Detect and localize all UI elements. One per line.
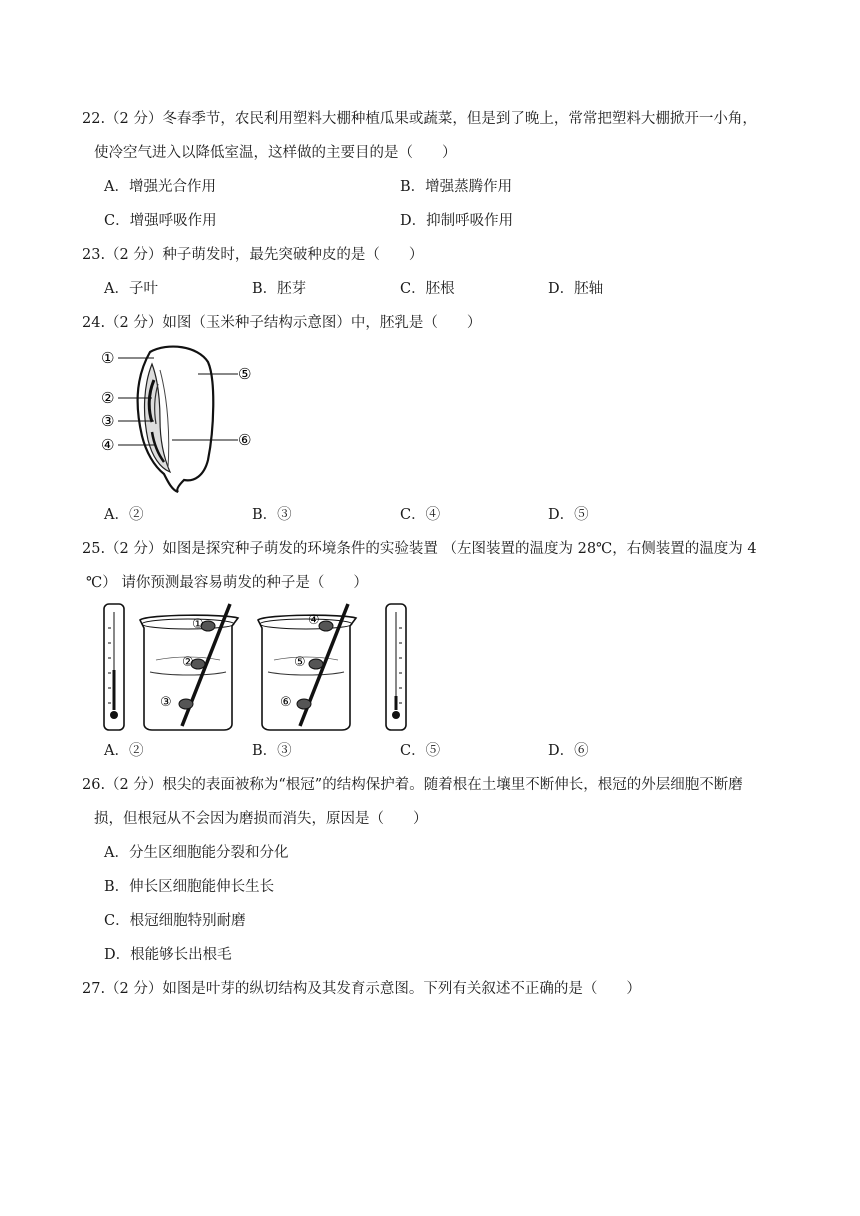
right-thermometer [386,604,406,730]
q25-stem-line-1: 25.（2 分）如图是探究种子萌发的环境条件的实验装置 （左图装置的温度为 28℃，右侧装置的温度为 4 [82,541,757,557]
q23-option-b[interactable]: B．胚芽 [252,281,307,297]
q24-option-d[interactable]: D．⑤ [548,507,589,523]
seed-label-5: ⑤ [238,365,252,383]
q22-stem-line-2: 使冷空气进入以降低室温，这样做的主要目的是（ ） [94,145,457,161]
q23-option-c[interactable]: C．胚根 [400,281,455,297]
right-beaker [258,604,356,730]
q22-option-d[interactable]: D．抑制呼吸作用 [400,213,514,229]
q23-option-d[interactable]: D．胚轴 [548,281,604,297]
q26-option-b[interactable]: B．伸长区细胞能伸长生长 [104,879,275,895]
q24-option-c[interactable]: C．④ [400,507,441,523]
seed-label-1: ① [101,349,115,367]
left-beaker [140,604,238,730]
q25-option-a[interactable]: A．② [104,743,144,759]
q25-stem-line-2: ℃） 请你预测最容易萌发的种子是（ ） [86,575,368,591]
q23-stem: 23.（2 分）种子萌发时，最先突破种皮的是（ ） [82,247,424,263]
beaker-seed-label-5: ⑤ [294,655,306,670]
q25-option-b[interactable]: B．③ [252,743,292,759]
q23-option-a[interactable]: A．子叶 [104,281,158,297]
q22-option-a[interactable]: A．增强光合作用 [104,179,216,195]
beaker-seed-label-6: ⑥ [280,695,292,710]
q24-stem: 24.（2 分）如图（玉米种子结构示意图）中，胚乳是（ ） [82,315,482,331]
q26-option-c[interactable]: C．根冠细胞特别耐磨 [104,913,246,929]
q25-option-d[interactable]: D．⑥ [548,743,589,759]
corn-seed-diagram [98,340,268,500]
beaker-seed-label-3: ③ [160,695,172,710]
seed-label-4: ④ [101,436,115,454]
q25-option-c[interactable]: C．⑤ [400,743,441,759]
q27-stem: 27.（2 分）如图是叶芽的纵切结构及其发育示意图。下列有关叙述不正确的是（ ） [82,981,641,997]
seed-label-6: ⑥ [238,431,252,449]
beaker-seed-label-2: ② [182,655,194,670]
q24-option-a[interactable]: A．② [104,507,144,523]
beaker-seed-label-4: ④ [308,613,320,628]
left-thermometer [104,604,124,730]
seed-label-2: ② [101,389,115,407]
q26-stem-line-1: 26.（2 分）根尖的表面被称为“根冠”的结构保护着。随着根在土壤里不断伸长，根冠的外层细胞不断磨 [82,777,743,793]
beaker-seed-label-1: ① [192,617,204,632]
q26-option-d[interactable]: D．根能够长出根毛 [104,947,232,963]
q22-stem-line-1: 22.（2 分）冬春季节，农民利用塑料大棚种植瓜果或蔬菜，但是到了晚上，常常把塑料大棚掀开一小角， [82,111,757,127]
q24-option-b[interactable]: B．③ [252,507,292,523]
seed-label-3: ③ [101,412,115,430]
q26-stem-line-2: 损，但根冠从不会因为磨损而消失，原因是（ ） [94,811,428,827]
q26-option-a[interactable]: A．分生区细胞能分裂和分化 [104,845,289,861]
germination-experiment-diagram [100,598,420,734]
q22-option-b[interactable]: B．增强蒸腾作用 [400,179,513,195]
q22-option-c[interactable]: C．增强呼吸作用 [104,213,217,229]
